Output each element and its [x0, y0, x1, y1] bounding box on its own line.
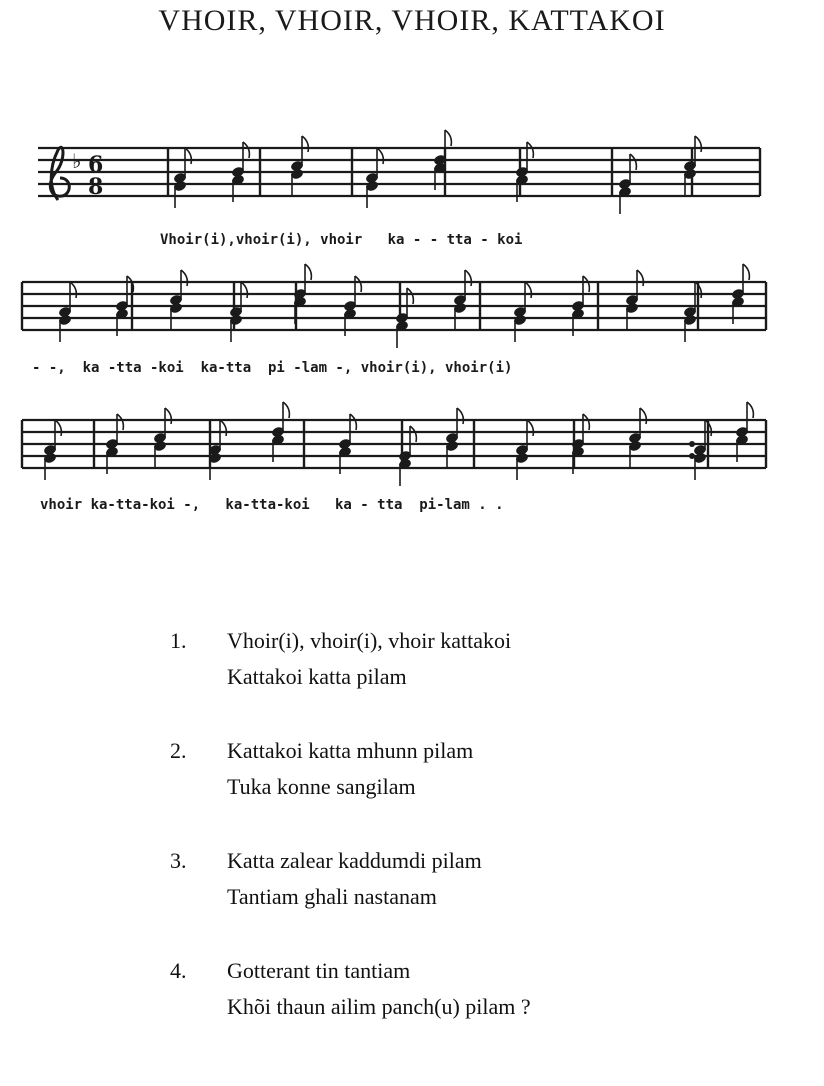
note-flag: [165, 408, 171, 424]
note-flag: [525, 282, 531, 298]
time-signature-bottom: 8: [88, 174, 104, 200]
note-flag: [305, 264, 311, 280]
repeat-dot: [689, 453, 695, 459]
lyric-line-2: - -, ka -tta -koi ka-tta pi -lam -, vhoir(i), vhoir(i): [32, 360, 513, 376]
note-flag: [465, 270, 471, 286]
verse-line: Kattakoi katta pilam: [227, 664, 407, 689]
note-flag: [410, 426, 416, 442]
note-flag: [743, 264, 749, 280]
note-flag: [283, 402, 289, 418]
note-flag: [355, 276, 361, 292]
note-flag: [527, 420, 533, 436]
note-flag: [117, 414, 123, 430]
verse-line: Tuka konne sangilam: [227, 774, 416, 799]
note-flag: [457, 408, 463, 424]
treble-clef-icon: [50, 147, 69, 200]
verse-line: Kattakoi katta mhunn pilam: [227, 738, 474, 763]
note-flag: [185, 148, 191, 164]
note-flag: [181, 270, 187, 286]
lyric-line-1: Vhoir(i),vhoir(i), vhoir ka - - tta - koi: [160, 232, 523, 248]
note-flag: [377, 148, 383, 164]
verse-line: Katta zalear kaddumdi pilam: [227, 848, 482, 873]
note-flag: [583, 276, 589, 292]
note-flag: [695, 136, 701, 152]
verse-number: 3.: [170, 848, 187, 873]
verse-1: [170, 628, 770, 738]
note-flag: [220, 420, 226, 436]
note-flag: [243, 142, 249, 158]
note-flag: [55, 420, 61, 436]
note-flag: [630, 154, 636, 170]
verse-4: [170, 958, 770, 1068]
verse-line: Khõi thaun ailim panch(u) pilam ?: [227, 994, 531, 1019]
note-flag: [241, 282, 247, 298]
verse-number: 1.: [170, 628, 187, 653]
verse-line: Vhoir(i), vhoir(i), vhoir kattakoi: [227, 628, 512, 653]
note-flag: [302, 136, 308, 152]
song-title: VHOIR, VHOIR, VHOIR, KATTAKOI: [158, 4, 666, 37]
flat-icon: ♭: [72, 149, 82, 173]
note-flag: [350, 414, 356, 430]
lyric-line-3: vhoir ka-tta-koi -, ka-tta-koi ka - tta pi-lam . .: [40, 497, 504, 513]
repeat-dot: [689, 441, 695, 447]
verse-line: Gotterant tin tantiam: [227, 958, 411, 983]
note-flag: [527, 142, 533, 158]
verse-line: Tantiam ghali nastanam: [227, 884, 437, 909]
verse-3: [170, 848, 770, 958]
note-flag: [407, 288, 413, 304]
note-flag: [445, 130, 451, 146]
time-signature-top: 6: [88, 152, 104, 178]
note-flag: [747, 402, 753, 418]
note-flag: [70, 282, 76, 298]
note-flag: [637, 270, 643, 286]
note-flag: [583, 414, 589, 430]
note-flag: [640, 408, 646, 424]
verse-number: 4.: [170, 958, 187, 983]
verses-list: [170, 628, 770, 1068]
verse-number: 2.: [170, 738, 187, 763]
verse-2: [170, 738, 770, 848]
